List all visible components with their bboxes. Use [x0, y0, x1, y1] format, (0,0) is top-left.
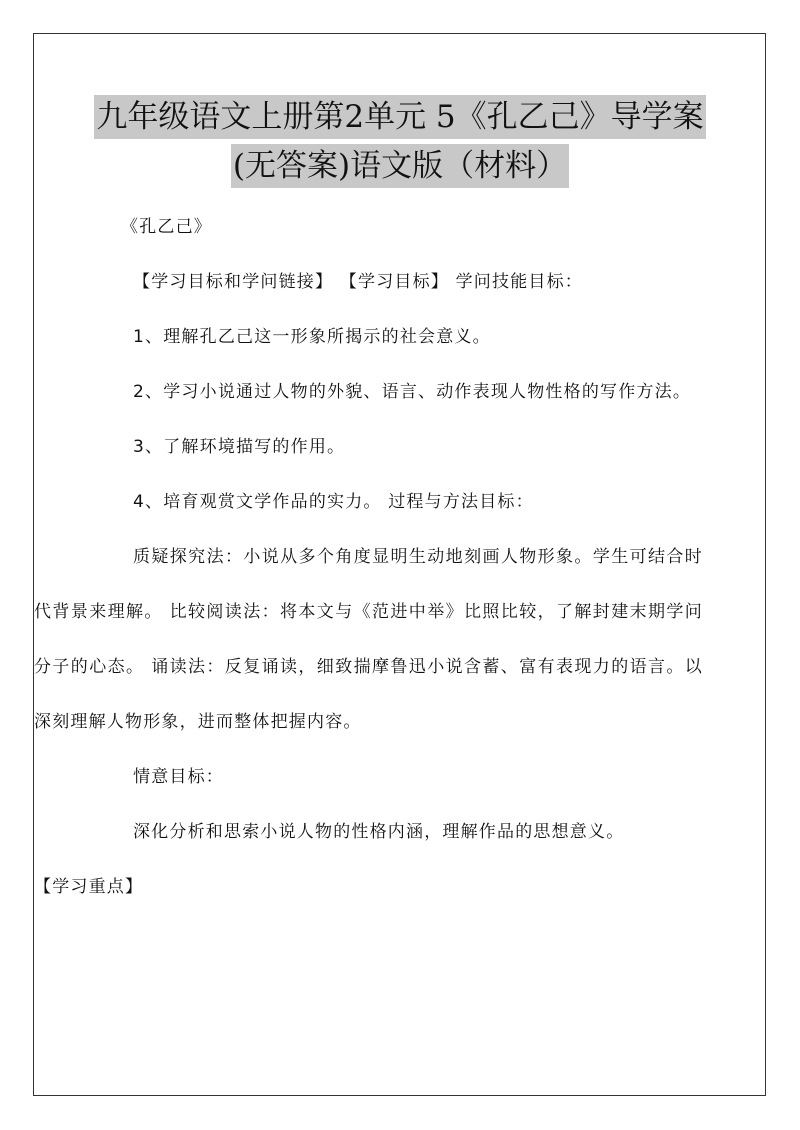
text-title: 《孔乙己》 [121, 217, 212, 237]
paragraph-affective-goal: 深化分析和思索小说人物的性格内涵，理解作品的思想意义。 [133, 822, 625, 842]
document-body [34, 200, 703, 915]
title-line-2: (无答案)语文版（材料） [231, 144, 569, 188]
paragraph-objective-2: 2、学习小说通过人物的外貌、语言、动作表现人物性格的写作方法。 [133, 382, 692, 402]
paragraph-methods: 质疑探究法：小说从多个角度显明生动地刻画人物形象。学生可结合时代背景来理解。 比较阅读法：将本文与《范进中举》比照比较，了解封建末期学问分子的心态。 诵读法：反复诵读，细致揣摩鲁迅小说含蓄、富有表现力的语言。以深刻理解人物形象，进而整体把握内容。 [34, 547, 703, 732]
paragraph-objective-4: 4、培育观赏文学作品的实力。 过程与方法目标： [133, 492, 534, 512]
title-line-1: 九年级语文上册第2单元 5《孔乙己》导学案 [94, 95, 705, 139]
document-title [0, 95, 800, 188]
paragraph-affective-heading: 情意目标： [133, 767, 224, 787]
paragraph-key-points-heading: 【学习重点】 [34, 877, 144, 897]
paragraph-objective-3: 3、了解环境描写的作用。 [133, 437, 346, 457]
paragraph-objectives-heading: 【学习目标和学问链接】 【学习目标】 学问技能目标： [133, 272, 584, 292]
paragraph-objective-1: 1、理解孔乙己这一形象所揭示的社会意义。 [133, 327, 491, 347]
